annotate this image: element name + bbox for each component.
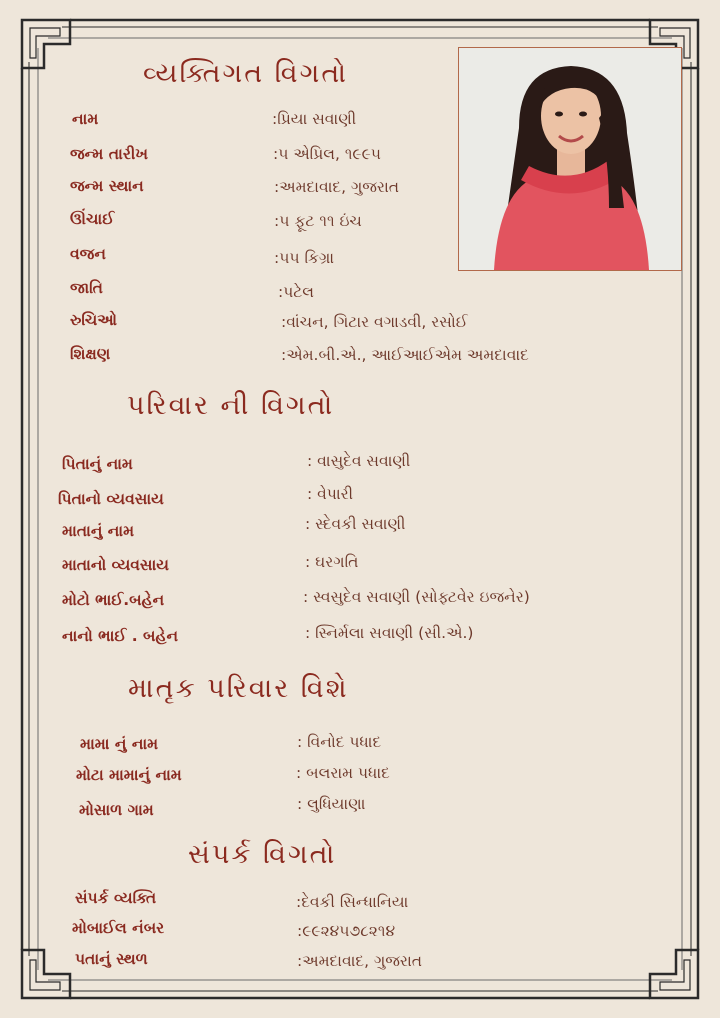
label-mobile-number: મોબાઈલ નંબર — [72, 919, 165, 937]
value-caste: :પટેલ — [278, 283, 315, 301]
value-maternal-uncle-name: : વિનોદ પધાદ — [297, 733, 382, 751]
value-father-occupation: : વેપારી — [307, 485, 354, 503]
label-mother-occupation: માતાનો વ્યવસાય — [62, 556, 169, 574]
label-father-name: પિતાનું નામ — [62, 455, 133, 473]
value-name: :પ્રિયા સવાણી — [272, 110, 357, 128]
value-education: :એમ.બી.એ., આઈઆઈએમ અમદાવાદ — [281, 346, 529, 364]
value-mobile-number: :૯૯૨૪૫૭૮૨૧૪ — [297, 922, 396, 940]
value-birth-place: :અમદાવાદ, ગુજરાત — [274, 178, 400, 196]
value-elder-maternal-uncle-name: : બલરામ પધાદ — [296, 764, 390, 782]
value-elder-sibling: : સ્વસુદેવ સવાણી (સોફ્ટવેર ઇજનેર) — [303, 588, 530, 606]
contact-details-title: સંપર્ક વિગતો — [188, 839, 337, 870]
label-contact-person: સંપર્ક વ્યક્તિ — [75, 889, 157, 907]
label-weight: વજન — [70, 245, 106, 263]
profile-photo — [458, 47, 682, 271]
label-elder-sibling: મોટો ભાઈ.બહેન — [62, 591, 165, 609]
personal-details-title: વ્યક્તિગત વિગતો — [143, 58, 348, 89]
label-education: શિક્ષણ — [70, 345, 111, 363]
label-elder-maternal-uncle-name: મોટા મામાનું નામ — [76, 766, 182, 784]
value-address: :અમદાવાદ, ગુજરાત — [297, 952, 423, 970]
value-weight: :૫૫ કિગ્રા — [274, 249, 335, 267]
value-mother-occupation: : ઘરગતિ — [305, 553, 359, 571]
value-contact-person: :દેવકી સિન્ધાનિયા — [296, 893, 409, 911]
label-younger-sibling: નાનો ભાઈ . બહેન — [62, 627, 179, 645]
label-address: પતાનું સ્થળ — [75, 950, 148, 968]
label-maternal-uncle-name: મામા નું નામ — [80, 735, 159, 753]
maternal-family-title: માતૃક પરિવાર વિશે — [128, 673, 349, 704]
label-birth-date: જન્મ તારીખ — [70, 145, 149, 163]
value-birth-date: :૫ એપ્રિલ, ૧૯૯૫ — [273, 145, 381, 163]
label-name: નામ — [72, 110, 99, 128]
value-maternal-village: : લુધિયાણા — [297, 795, 366, 813]
value-hobbies: :વાંચન, ગિટાર વગાડવી, રસોઈ — [281, 313, 468, 331]
label-maternal-village: મોસાળ ગામ — [79, 801, 154, 819]
label-caste: જાતિ — [70, 279, 103, 297]
label-height: ઊંચાઈ — [70, 210, 115, 228]
profile-photo-woman-icon — [459, 48, 681, 270]
label-hobbies: રુચિઓ — [70, 311, 117, 329]
label-father-occupation: પિતાનો વ્યવસાય — [58, 490, 164, 508]
value-younger-sibling: : સ્નિર્મલા સવાણી (સી.એ.) — [305, 624, 474, 642]
value-father-name: : વાસુદેવ સવાણી — [307, 452, 411, 470]
value-mother-name: : સ્દેવકી સવાણી — [305, 515, 406, 533]
family-details-title: પરિવાર ની વિગતો — [127, 390, 335, 421]
value-height: :૫ ફૂટ ૧૧ ઇંચ — [274, 212, 362, 230]
label-birth-place: જન્મ સ્થાન — [70, 177, 144, 195]
label-mother-name: માતાનું નામ — [62, 522, 135, 540]
